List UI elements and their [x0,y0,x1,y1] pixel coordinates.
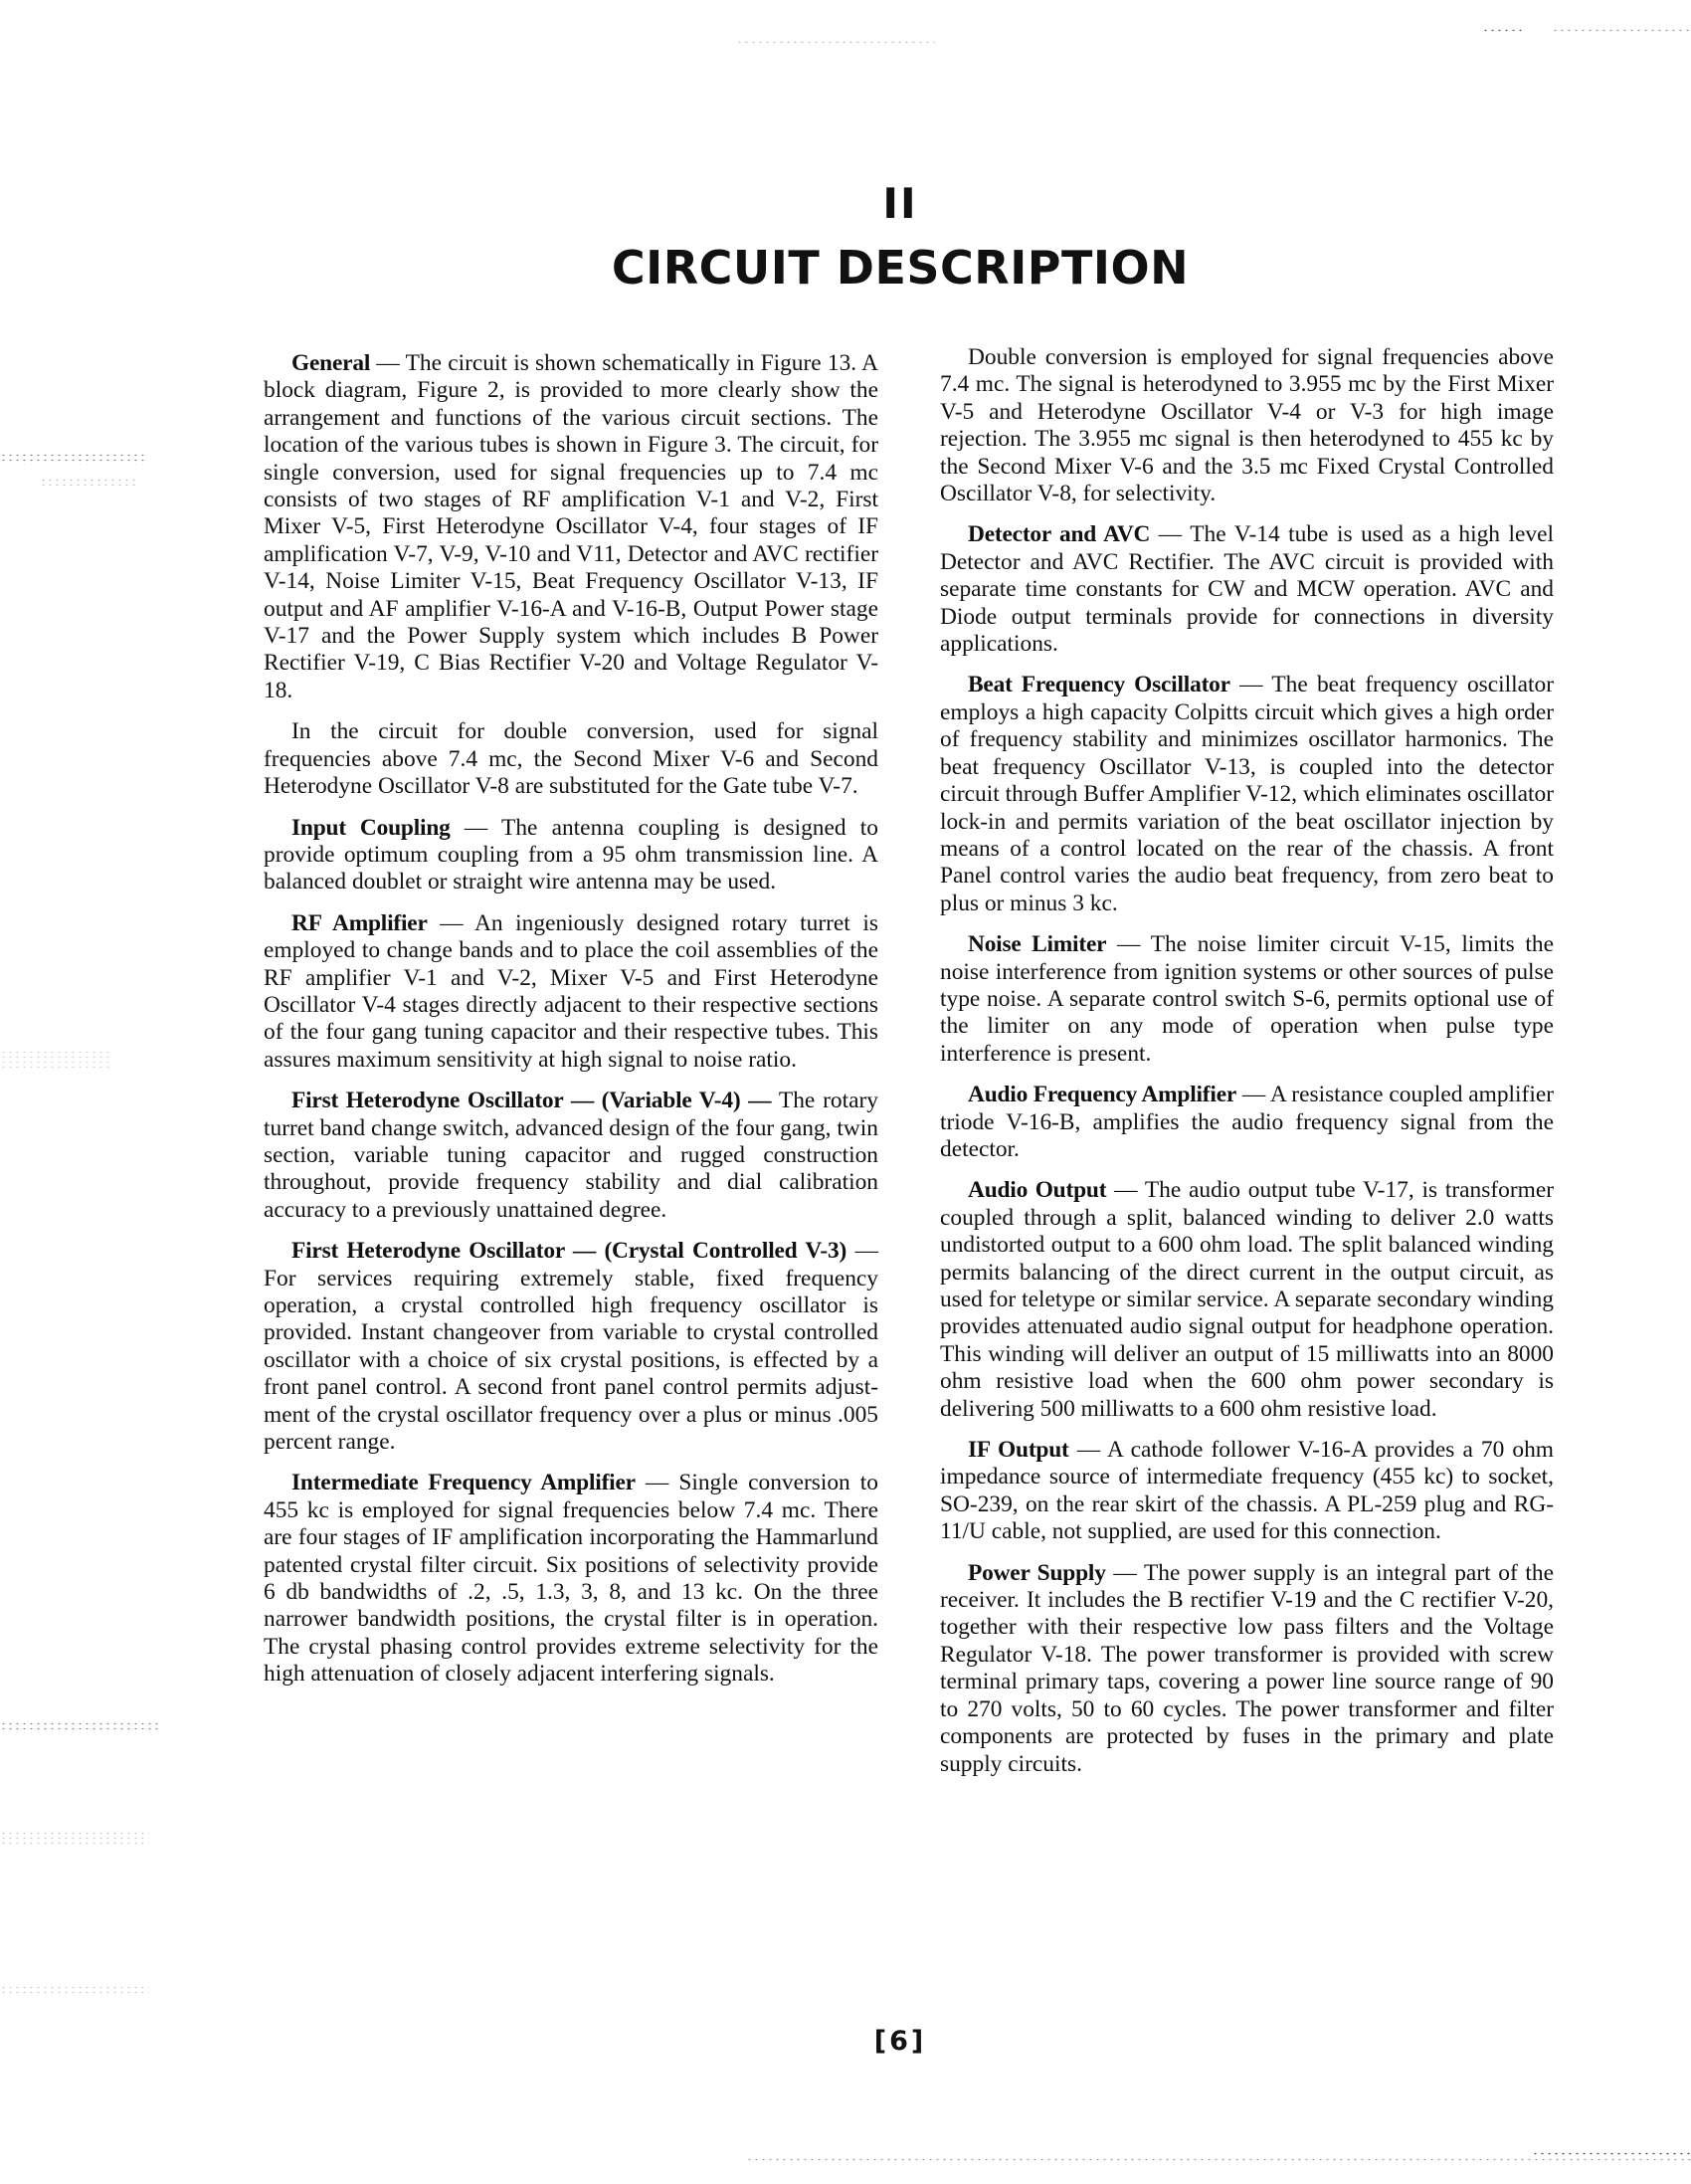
right-column [940,344,1554,1792]
heading-separator: — [1106,1177,1145,1204]
paragraph-audio-frequency-amplifier [940,1082,1554,1163]
paragraph-heading: General [291,350,371,376]
heading-separator: — [450,814,502,841]
chapter-title: CIRCUIT DESCRIPTION [611,241,1190,295]
scan-artifact [736,40,935,44]
paragraph-body: The circuit is shown schematically in Figure 13. A block diagram, Figure 2, is provided to more clearly show the arrangement and functions of the various circuit sections. The location of the various tubes is shown in Figure 3. The circuit, for single conversion, used for signal frequencies up to 7.4 mc consists of two stages of RF amplification V-1 and V-2, First Mixer V-5, First Heterodyne Oscillator V-4, four stages of IF amplification V-7, V-9, V-10 and V11, Detector and AVC rectifier V-14, Noise Limiter V-15, Beat Frequency Oscillator V-13, IF output and AF amplifier V-16-A and V-16-B, Output Power stage V-17 and the Power Supply system which includes B Power Rectifier V-19, C Bias Rectifier V-20 and Voltage Regulator V-18. [264,350,878,703]
paragraph-noise-limiter [940,931,1554,1068]
heading-separator: — [740,1088,779,1114]
heading-separator: — [1106,931,1151,958]
heading-separator: — [635,1470,679,1496]
scan-artifact [1552,28,1691,32]
scan-artifact [1532,2151,1691,2157]
paragraph-rf-amplifier [264,910,878,1074]
paragraph-audio-output [940,1177,1554,1423]
paragraph-input-coupling [264,815,878,896]
paragraph-heading: Intermediate Frequency Amplifier [291,1470,636,1496]
paragraph-heading: First Heterodyne Oscillator — (Crystal Controlled V-3) [291,1238,847,1265]
paragraph-heading: First Heterodyne Oscillator — (Variable V-4) [291,1088,741,1114]
heading-separator: — [427,909,474,936]
scan-artifact [1482,28,1522,32]
paragraph-body: For services requiring extremely stable, fixed frequency operation, a crystal controlled high frequency oscillator is provided. Instant changeover from variable to crystal controlled oscillator with a choice of six crystal positions, is effected by a front panel control. A second front panel control permits adjustment of the crystal oscillator frequency over a plus or minus .005 percent range. [264,1265,878,1456]
paragraph-first-heterodyne-variable [264,1088,878,1224]
heading-separator: — [1150,521,1191,548]
paragraph-first-heterodyne-crystal [264,1238,878,1456]
paragraph-heading: Input Coupling [291,814,451,841]
paragraph-if-output [940,1437,1554,1546]
page-number: [6] [873,2026,927,2057]
paragraph-general [264,350,878,704]
paragraph-double-conversion [940,344,1554,507]
paragraph-body: The power supply is an integral part of the receiver. It includes the B rectifier V-19 and the C rectifier V-20, together with their respective low pass filters and the Voltage Regulator V-18. The power transformer is provided with screw terminal primary taps, covering a power line source range of 90 to 270 volts, 50 to 60 cycles. The power transformer and filter components are protected by fuses in the primary and plate supply circuits. [940,1559,1554,1777]
paragraph-heading: Detector and AVC [968,521,1151,548]
paragraph-double-conversion-note [264,718,878,800]
paragraph-heading: Power Supply [968,1559,1106,1586]
paragraph-beat-frequency-oscillator [940,672,1554,917]
paragraph-heading: Audio Output [968,1177,1107,1204]
paragraph-heading: Noise Limiter [968,931,1107,958]
heading-separator: — [1068,1437,1107,1464]
scan-artifact [40,478,139,488]
left-column [264,350,878,1702]
paragraph-body: In the circuit for double conversion, used for signal frequencies above 7.4 mc, the Second Mixer V-6 and Second Heterodyne Oscillator V-8 are substituted for the Gate tube V-7. [264,718,878,800]
paragraph-body: A resistance coupled amplifier triode V-16-B, amplifies the audio frequency signal from the detector. [940,1082,1554,1162]
heading-separator: — [846,1238,878,1265]
scan-artifact [746,2157,1691,2162]
paragraph-heading: RF Amplifier [291,909,428,936]
paragraph-body: The noise limiter circuit V-15, limits the noise interference from ignition systems or other sources of pulse type noise. A separate control switch S-6, permits optional use of the limiter on any mode of operation when pulse type interference is present. [940,931,1554,1067]
paragraph-body: The antenna coupling is designed to provide optimum coupling from a 95 ohm transmission line. A balanced doublet or straight wire antenna may be used. [264,814,878,895]
heading-separator: — [1236,1082,1270,1108]
paragraph-body: The beat frequency oscillator employs a high capacity Colpitts circuit which gives a high order of frequency stability and minimizes oscillator harmonics. The beat frequency Oscillator V-13, is coupled into the detector circuit through Buffer Amplifier V-12, which eliminates oscillator lock-in and permits variation of the beat oscillator injection by means of a control located on the rear of the chassis. A front Panel control varies the audio beat frequency, from zero beat to plus or minus 3 kc. [940,672,1554,916]
scan-artifact [0,1831,149,1845]
paragraph-heading: Beat Frequency Oscillator [968,672,1230,698]
chapter-number: II [882,179,918,228]
paragraph-heading: Audio Frequency Amplifier [968,1082,1237,1108]
scan-artifact [0,1050,109,1070]
scan-artifact [0,1985,149,1997]
paragraph-body: Single conversion to 455 kc is employed for signal frequencies below 7.4 mc. There are four stages of IF amplification incorporating the Hammarlund patented crystal filter circuit. Six positions of selectivity provide 6 db bandwidths of .2, .5, 1.3, 3, 8, and 13 kc. On the three narrower bandwidth positions, the crystal filter is in operation. The crystal phasing control provides extreme selectivity for the high attenuation of closely adjacent interfering signals. [264,1470,878,1688]
paragraph-heading: IF Output [968,1437,1069,1464]
paragraph-body: A cathode follower V-16-A provides a 70 ohm impedance source of intermediate frequency (455 kc) to socket, SO-239, on the rear skirt of the chassis. A PL-259 plug and RG-11/U cable, not supplied, are used for this connection. [940,1437,1555,1545]
heading-separator: — [1229,672,1272,698]
paragraph-body: The rotary turret band change switch, advanced design of the four gang, twin section, variable tuning capacitor and rugged construction throughout, provide frequency stability and dial calibration accuracy to a previously unattained degree. [264,1088,878,1223]
paragraph-power-supply [940,1560,1554,1778]
paragraph-if-amplifier [264,1470,878,1688]
paragraph-body: An ingeniously designed rotary turret is employed to change bands and to place the coil assemblies of the RF amplifier V-1 and V-2, Mixer V-5 and First Heterodyne Oscillator V-4 stages directly adjacent to their respective sections of the four gang tuning capacitor and their respective tubes. This assures maximum sensitivity at high signal to noise ratio. [264,909,879,1073]
paragraph-body: The audio output tube V-17, is transformer coupled through a split, balanced winding to deliver 2.0 watts undistorted output to a 600 ohm load. The split balanced winding permits balancing of the direct current in the output circuit, as used for teletype or similar service. A separate secondary winding provides attenuated audio signal output for headphone operation. This winding will deliver an output of 15 milliwatts into an 8000 ohm resistive load when the 600 ohm power secondary is delivering 500 milliwatts to a 600 ohm resistive load. [940,1177,1554,1422]
scan-artifact [0,453,144,465]
paragraph-body: The V-14 tube is used as a high level Detector and AVC Rectifier. The AVC circuit is provided with separate time constants for CW and MCW operation. AVC and Diode output terminals provide for connections in diversity applications. [940,521,1554,658]
paragraph-body: Double conversion is employed for signal frequencies above 7.4 mc. The signal is heterodyned to 3.955 mc by the First Mixer V-5 and Heterodyne Oscillator V-4 or V-3 for high image rejection. The 3.955 mc signal is then heterodyned to 455 kc by the Second Mixer V-6 and the 3.5 mc Fixed Crystal Controlled Oscillator V-8, for selectivity. [940,344,1554,507]
heading-separator: — [370,350,406,376]
paragraph-detector-avc [940,521,1554,658]
scan-artifact [0,1721,159,1733]
heading-separator: — [1105,1559,1144,1586]
